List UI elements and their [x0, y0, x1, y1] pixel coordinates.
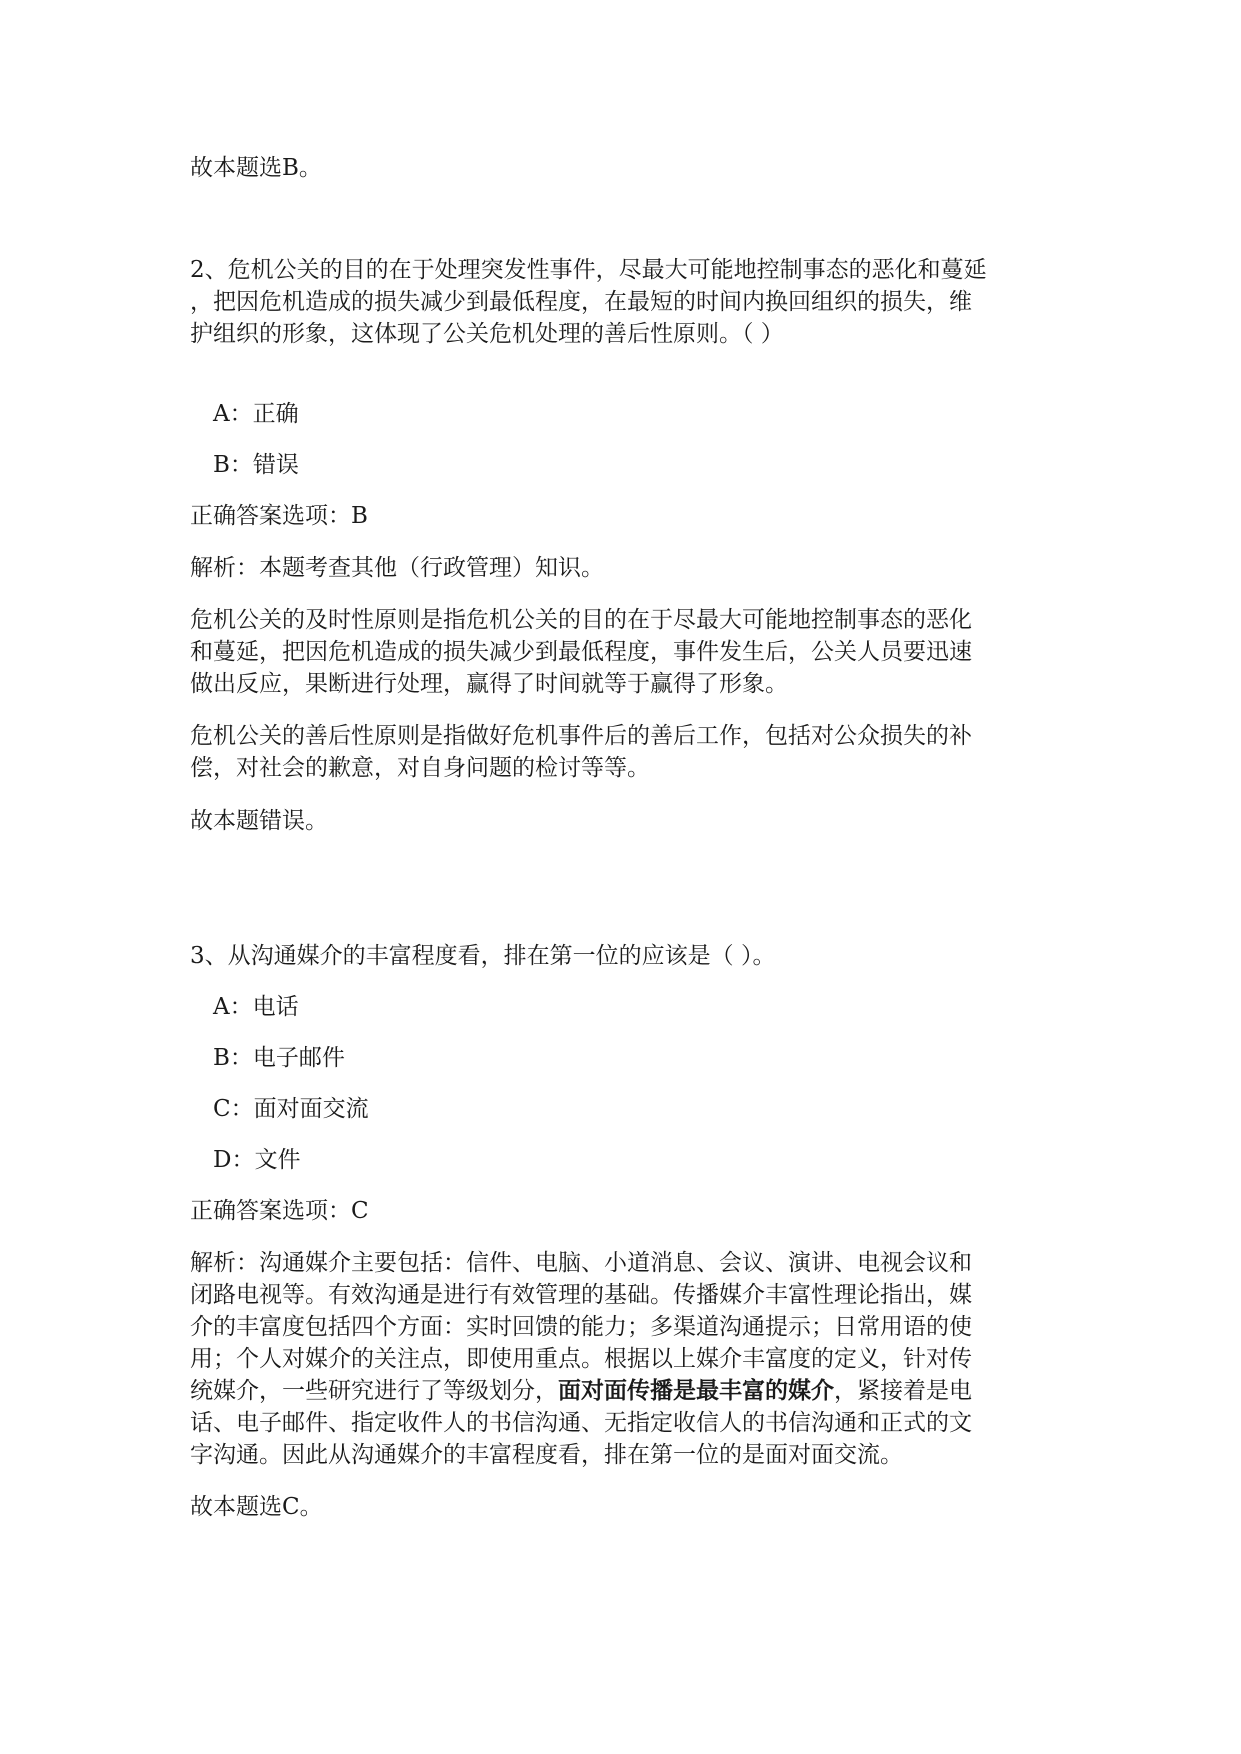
- q3-option-b: B：电子邮件: [213, 1045, 345, 1071]
- q3-analysis-line-5-post: ，紧接着是电: [834, 1378, 972, 1404]
- q3-answer: 正确答案选项：C: [190, 1198, 369, 1224]
- q2-stem-line-1: 2、危机公关的目的在于处理突发性事件，尽最大可能地控制事态的恶化和蔓延: [190, 257, 987, 283]
- q2-para1-line-2: 和蔓延，把因危机造成的损失减少到最低程度，事件发生后，公关人员要迅速: [190, 639, 972, 665]
- q3-analysis-line-5: [190, 1375, 1050, 1407]
- q3-analysis-highlight: 面对面传播是最丰富的媒介: [558, 1378, 834, 1404]
- q2-para1-line-1: 危机公关的及时性原则是指危机公关的目的在于尽最大可能地控制事态的恶化: [190, 607, 972, 633]
- q3-analysis-line-5-pre: 统媒介，一些研究进行了等级划分，: [190, 1378, 558, 1404]
- q2-option-a: A：正确: [213, 401, 299, 427]
- q3-analysis-line-1: 解析：沟通媒介主要包括：信件、电脑、小道消息、会议、演讲、电视会议和: [190, 1250, 972, 1276]
- q2-analysis: 解析：本题考查其他（行政管理）知识。: [190, 555, 604, 581]
- q3-stem: 3、从沟通媒介的丰富程度看，排在第一位的应该是（ ）。: [190, 943, 776, 969]
- q2-option-b: B：错误: [213, 452, 299, 478]
- q3-analysis-line-7: 字沟通。因此从沟通媒介的丰富程度看，排在第一位的是面对面交流。: [190, 1442, 903, 1468]
- q2-stem-line-3: 护组织的形象，这体现了公关危机处理的善后性原则。（ ）: [190, 321, 784, 347]
- q2-stem-line-2: ，把因危机造成的损失减少到最低程度，在最短的时间内换回组织的损失，维: [190, 289, 972, 315]
- q3-option-c: C：面对面交流: [213, 1096, 369, 1122]
- q2-answer: 正确答案选项：B: [190, 503, 368, 529]
- q2-conclusion: 故本题错误。: [190, 808, 328, 834]
- q3-analysis-line-6: 话、电子邮件、指定收件人的书信沟通、无指定收信人的书信沟通和正式的文: [190, 1410, 972, 1436]
- q3-option-a: A：电话: [213, 994, 299, 1020]
- q2-para1-line-3: 做出反应，果断进行处理，赢得了时间就等于赢得了形象。: [190, 671, 788, 697]
- q2-para2-line-1: 危机公关的善后性原则是指做好危机事件后的善后工作，包括对公众损失的补: [190, 723, 972, 749]
- q3-analysis-line-3: 介的丰富度包括四个方面：实时回馈的能力；多渠道沟通提示；日常用语的使: [190, 1314, 972, 1340]
- q3-option-d: D：文件: [213, 1147, 301, 1173]
- q3-analysis-line-2: 闭路电视等。有效沟通是进行有效管理的基础。传播媒介丰富性理论指出，媒: [190, 1282, 972, 1308]
- q3-analysis-line-4: 用；个人对媒介的关注点，即使用重点。根据以上媒介丰富度的定义，针对传: [190, 1346, 972, 1372]
- q1-conclusion: 故本题选B。: [190, 155, 322, 181]
- q2-para2-line-2: 偿，对社会的歉意，对自身问题的检讨等等。: [190, 755, 650, 781]
- q3-conclusion: 故本题选C。: [190, 1494, 323, 1520]
